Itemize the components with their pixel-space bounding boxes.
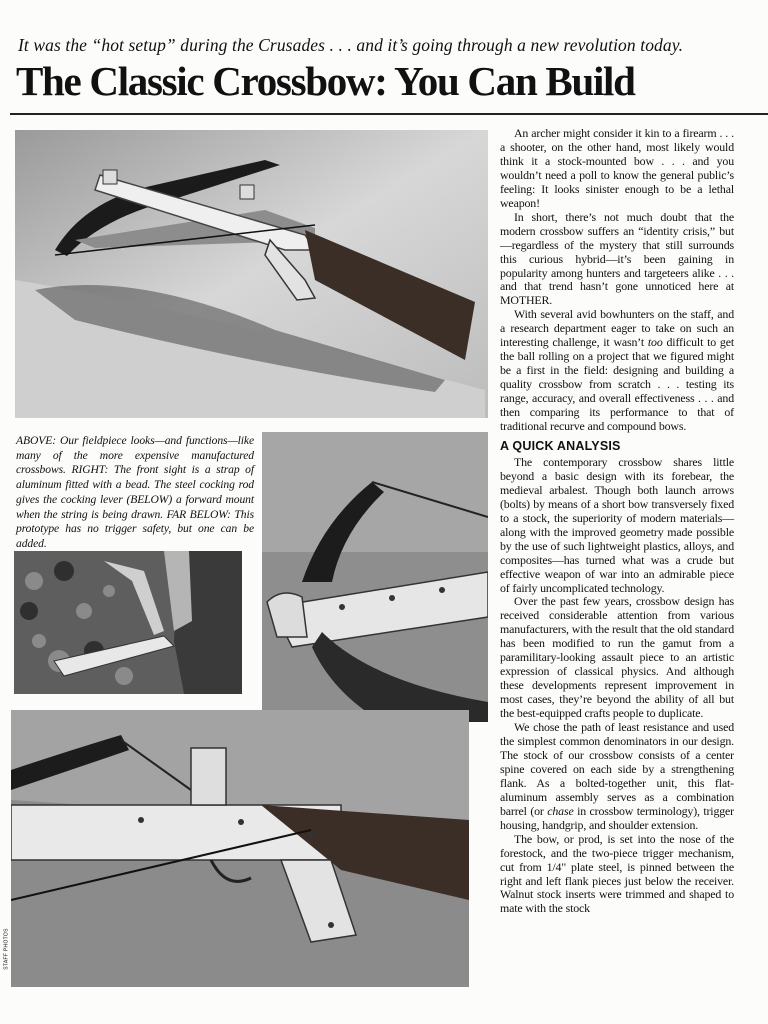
article-paragraph: In short, there’s not much doubt that the modern crossbow suffers an “identity crisis,” but—regardless of the mystery that still surrounds this curious hybrid—it’s been gaining in popularity among hunters and targeteers alike . . . and that trend hasn’t gone unnoticed here at MOTHER.	[500, 209, 734, 308]
cocking-lever-photo	[14, 551, 242, 694]
prototype-trigger-photo	[11, 710, 469, 987]
caption-right-text: The front sight is a strap of aluminum fitted with a bead. The steel cocking rod gives the cocking lever (	[16, 463, 254, 506]
photo-caption	[16, 434, 254, 552]
emphasis-chase: chase	[547, 803, 574, 818]
crossbow-fieldpiece-photo	[15, 130, 488, 418]
emphasis-too: too	[647, 335, 663, 350]
caption-above-text: Our fieldpiece looks—and functions—like many of the more expensive manufactured crossbows.	[16, 434, 254, 477]
caption-right-label: RIGHT:	[71, 463, 109, 477]
article-paragraph: Over the past few years, crossbow design has received considerable attention from various manufacturers, with the result that the old standard has been modified to run the gamut from a paramilitary-looking assault piece to an artistic expression of classical physics. And although these developments represent improvement in most cases, they’re beyond the ability of all but the best-equipped crafts people to duplicate.	[500, 594, 734, 721]
caption-below-word: BELOW	[130, 492, 169, 506]
article-paragraph: The bow, or prod, is set into the nose of the forestock, and the two-piece trigger mechanism, cut from 1/4" plate steel, is pinned between the right and left flank pieces just below the receiver. Walnut stock inserts were trimmed and shaped to mate with the stock	[500, 831, 734, 916]
caption-right-text-2: ) a forward mount when the string is being drawn.	[16, 492, 254, 521]
article-column	[500, 127, 734, 916]
caption-far-text: This prototype has no trigger safety, but one can be added.	[16, 507, 254, 550]
article-paragraph: We chose the path of least resistance and used the simplest common denominators in our design. The stock of our crossbow consists of a center spine covered on each side by a strengthening flank. As a bolted-together unit, this flat-aluminum assembly serves as a combination barrel (or chase in crossbow terminology), trigger housing, handgrip, and shoulder extension.	[500, 720, 734, 832]
caption-above-label: ABOVE:	[16, 434, 56, 447]
title-rule	[10, 113, 768, 115]
article-paragraph: The contemporary crossbow shares little beyond a basic design with its forebear, the medieval arbalest. Though both launch arrows (bolts) by means of a short bow transversely fixed to a stock, the superiority of modern materials—along with the improved geometry made possible by the use of such lightweight plastics, alloys, and composites—has turned what was a crude but effective weapon of war into an admirable piece of fairly uncomplicated technology.	[500, 454, 734, 595]
front-sight-photo	[262, 432, 488, 722]
kicker-line: It was the “hot setup” during the Crusades . . . and it’s going through a new revolution today.	[18, 35, 684, 55]
caption-far-label: FAR BELOW:	[166, 507, 231, 521]
article-paragraph: With several avid bowhunters on the staff, and a research department eager to take on such an interesting challenge, it wasn’t too difficult to get the ball rolling on a project that we figured might be a first in the field: designing and building a quality crossbow from scratch . . . testing its range, accuracy, and overall effectiveness . . . and then comparing its performance to that of traditional recurve and compound bows.	[500, 307, 734, 434]
photo-credit: STAFF PHOTOS	[3, 928, 10, 970]
page-title: The Classic Crossbow: You Can Build	[16, 58, 635, 104]
section-heading: A QUICK ANALYSIS	[500, 438, 621, 453]
article-paragraph: An archer might consider it kin to a firearm . . . a shooter, on the other hand, most likely would think it a stock-mounted bow . . . and you wouldn’t need a poll to know the general public’s feeling: It looks sinister enough to be a lethal weapon!	[500, 126, 734, 210]
